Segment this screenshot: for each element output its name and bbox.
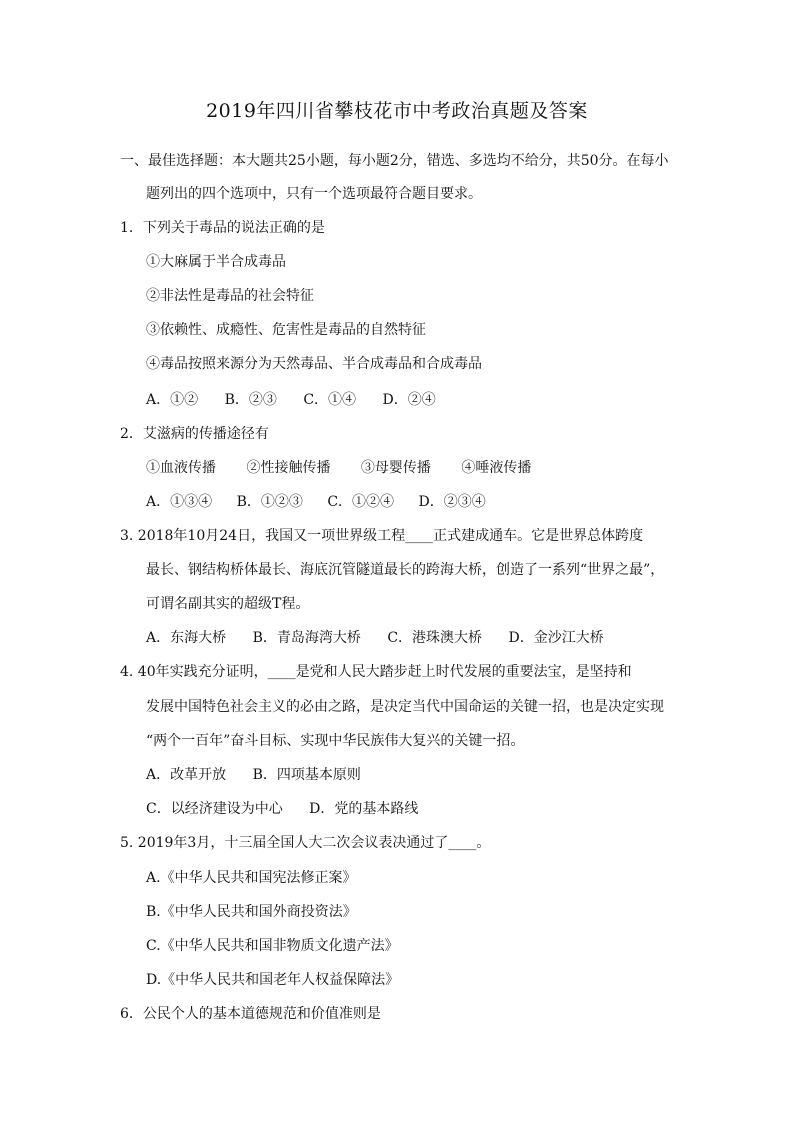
question-5-stem: 5. 2019年3月，十三届全国人大二次会议表决通过了____。: [120, 835, 491, 851]
question-2-statement-1: ①血液传播: [146, 460, 216, 476]
question-1-option-a: A．①②: [146, 392, 199, 408]
question-2-option-d: D．②③④: [418, 494, 486, 510]
question-4-option-a: A．改革开放: [146, 767, 227, 783]
question-4-options-row-2: [146, 799, 418, 819]
question-4-option-d: D．党的基本路线: [309, 801, 419, 817]
question-5-option-c: C.《中华人民共和国非物质文化遗产法》: [146, 938, 399, 954]
question-1-statement-4: ④毒品按照来源分为天然毒品、半合成毒品和合成毒品: [146, 356, 482, 372]
question-1-options: [146, 390, 436, 410]
question-1-option-d: D．②④: [382, 392, 436, 408]
question-4-stem: 4. 40年实践充分证明，____是党和人民大踏步赶上时代发展的重要法宝，是坚持和: [120, 664, 632, 680]
question-1-statement-1: ①大麻属于半合成毒品: [146, 254, 286, 270]
question-3-option-a: A．东海大桥: [146, 630, 227, 646]
question-3-line-2: 最长、钢结构桥体最长、海底沉管隧道最长的跨海大桥，创造了一系列“世界之最”，: [146, 562, 665, 578]
question-4-option-c: C．以经济建设为中心: [146, 801, 283, 817]
question-5-option-b: B.《中华人民共和国外商投资法》: [146, 904, 357, 920]
question-4-option-b: B．四项基本原则: [252, 767, 361, 783]
question-4-line-2: 发展中国特色社会主义的必由之路，是决定当代中国命运的关键一招，也是决定实现: [146, 699, 664, 715]
question-3-option-c: C．港珠澳大桥: [387, 630, 483, 646]
question-1-stem: 1．下列关于毒品的说法正确的是: [120, 220, 325, 236]
question-2-statements: [146, 458, 531, 478]
question-2-options: [146, 492, 486, 512]
question-2-statement-4: ④唾液传播: [461, 460, 532, 476]
question-2-option-a: A．①③④: [146, 494, 213, 510]
section-instruction-line-2: 题列出的四个选项中，只有一个选项最符合题目要求。: [146, 186, 482, 202]
question-2-stem: 2．艾滋病的传播途径有: [120, 426, 269, 442]
question-3-stem: 3. 2018年10月24日，我国又一项世界级工程____正式建成通车。它是世界总体跨度: [120, 528, 644, 544]
question-2-option-b: B．①②③: [236, 494, 303, 510]
question-1-option-b: B．②③: [224, 392, 277, 408]
page-title: 2019年四川省攀枝花市中考政治真题及答案: [206, 100, 588, 122]
question-1-statement-2: ②非法性是毒品的社会特征: [146, 288, 314, 304]
question-3-option-b: B．青岛海湾大桥: [252, 630, 361, 646]
question-2-statement-3: ③母婴传播: [360, 460, 431, 476]
question-1-option-c: C．①④: [303, 392, 357, 408]
question-4-line-3: “两个一百年”奋斗目标、实现中华民族伟大复兴的关键一招。: [146, 733, 525, 749]
question-5-option-d: D.《中华人民共和国老年人权益保障法》: [146, 972, 400, 988]
section-instruction-line-1: 一、最佳选择题：本大题共25小题，每小题2分，错选、多选均不给分，共50分。在每小: [120, 153, 669, 169]
question-3-option-d: D．金沙江大桥: [508, 630, 604, 646]
question-3-options: [146, 628, 604, 648]
question-1-statement-3: ③依赖性、成瘾性、危害性是毒品的自然特征: [146, 322, 426, 338]
question-2-option-c: C．①②④: [327, 494, 395, 510]
question-5-option-a: A.《中华人民共和国宪法修正案》: [146, 870, 357, 886]
question-6-stem: 6．公民个人的基本道德规范和价值准则是: [120, 1006, 381, 1022]
question-3-line-3: 可谓名副其实的超级T程。: [146, 596, 310, 612]
question-4-options-row-1: [146, 765, 361, 785]
question-2-statement-2: ②性接触传播: [246, 460, 331, 476]
